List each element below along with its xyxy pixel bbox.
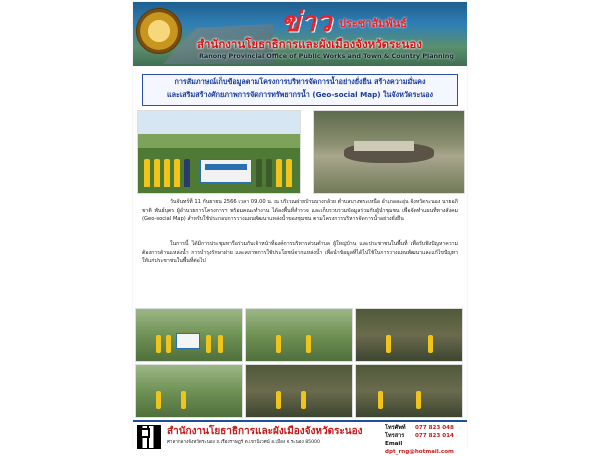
- banner-sign: [176, 333, 200, 349]
- person-figure: [276, 159, 282, 187]
- person-figure: [276, 335, 281, 353]
- person-figure: [144, 159, 150, 187]
- person-figure: [286, 159, 292, 187]
- email-address: dpt_rng@hotmail.com: [385, 449, 454, 455]
- person-figure: [206, 335, 211, 353]
- person-figure: [256, 159, 262, 187]
- headline-line-2: และเสริมสร้างศักยภาพการจัดการทรัพยากรน้ำ (Geo-social Map) ในจังหวัดระนอง: [166, 90, 434, 99]
- person-figure: [306, 335, 311, 353]
- phone-number: 077 823 048: [415, 425, 454, 431]
- fax-label: โทรสาร: [385, 433, 405, 439]
- activity-photo: [355, 308, 463, 362]
- body-paragraph-1: วันจันทร์ที่ 11 กันยายน 2566 เวลา 09.00 น. ณ บริเวณฝายบ้านบางกล้วย ตำบลบางพระเหนือ อำเภอละอุ่น จังหวัดระนอง นายอภิชาติ พันธ์บุตร ผู้อำนวยการโครงการฯ พร้อมคณะทำงาน ได้ลงพื้นที่สำรวจ และเก็บรวบรวมข้อมูลร่วมกับผู้นำชุมชน เพื่อจัดทำแผนที่ทางสังคม (Geo-social Map) สำหรับใช้ประกอบการวางแผนพัฒนาแหล่งน้ำของชุมชน ตามโครงการบริหารจัดการน้ำอย่างยั่งยืน: [142, 199, 458, 223]
- press-release-page: [133, 2, 467, 455]
- headline-line-1: การสัมภาษณ์เก็บข้อมูลตามโครงการบริหารจัดการน้ำอย่างยั่งยืน สร้างความมั่นคง: [174, 77, 426, 86]
- person-figure: [184, 159, 190, 187]
- phone-label: โทรศัพท์: [385, 425, 406, 431]
- person-figure: [218, 335, 223, 353]
- activity-photo: [245, 364, 353, 418]
- person-figure: [301, 391, 306, 409]
- person-figure: [156, 391, 161, 409]
- email-label: Email: [385, 441, 403, 447]
- banner-sign: [200, 159, 252, 183]
- activity-photo: [355, 364, 463, 418]
- person-figure: [166, 335, 171, 353]
- footer: [133, 420, 467, 455]
- body-paragraph-2: ในการนี้ ได้มีการประชุมหารือร่วมกับเจ้าหน้าที่องค์การบริหารส่วนตำบล ผู้ใหญ่บ้าน และประชาชนในพื้นที่ เพื่อรับฟังปัญหาความต้องการด้านแหล่งน้ำ การบำรุงรักษาฝาย และสภาพการใช้ประโยชน์จากแหล่งน้ำ เพื่อนำข้อมูลที่ได้ไปใช้ในการวางแผนพัฒนาและแก้ไขปัญหาให้แก่ประชาชนในพื้นที่ต่อไป: [142, 241, 458, 265]
- header-banner: [133, 2, 467, 66]
- person-figure: [276, 391, 281, 409]
- person-figure: [174, 159, 180, 187]
- person-figure: [154, 159, 160, 187]
- footer-office-name: สำนักงานโยธาธิการและผังเมืองจังหวัดระนอง: [167, 426, 363, 437]
- person-figure: [386, 335, 391, 353]
- agency-seal-logo: [136, 8, 182, 54]
- person-figure: [428, 335, 433, 353]
- news-subtitle: ประชาสัมพันธ์: [339, 17, 407, 30]
- headline-box: [142, 74, 458, 106]
- footer-contact: [385, 424, 467, 456]
- activity-photo: [245, 308, 353, 362]
- person-figure: [378, 391, 383, 409]
- office-name-english: Ranong Provincial Office of Public Works and Town & Country Planning: [199, 52, 454, 60]
- activity-photo: [135, 364, 243, 418]
- person-figure: [181, 391, 186, 409]
- activity-photo: [135, 308, 243, 362]
- person-figure: [156, 335, 161, 353]
- weir-photo: [313, 110, 465, 194]
- fax-number: 077 823 014: [415, 433, 454, 439]
- office-name-thai: สำนักงานโยธาธิการและผังเมืองจังหวัดระนอง: [197, 37, 422, 51]
- qr-code-icon: [137, 425, 161, 449]
- group-photo: [137, 110, 301, 194]
- person-figure: [164, 159, 170, 187]
- footer-address: ศาลากลางจังหวัดระนอง ถ.เรืองราษฎร์ ต.เขานิเวศน์ อ.เมือง จ.ระนอง 85000: [167, 440, 320, 445]
- weir-wall: [354, 141, 414, 151]
- person-figure: [416, 391, 421, 409]
- news-title: ข่าว: [281, 5, 332, 38]
- person-figure: [266, 159, 272, 187]
